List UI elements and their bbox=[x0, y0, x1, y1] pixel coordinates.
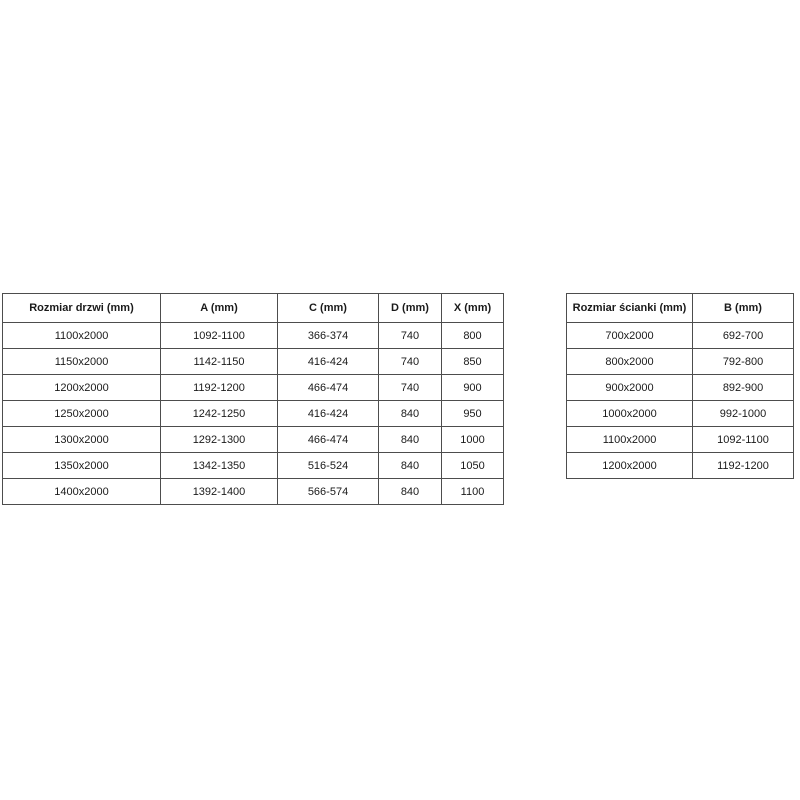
table-cell: 1192-1200 bbox=[161, 375, 278, 401]
table-cell: 992-1000 bbox=[693, 401, 794, 427]
table-cell: 850 bbox=[442, 349, 504, 375]
table-cell: 900x2000 bbox=[567, 375, 693, 401]
table-cell: 1342-1350 bbox=[161, 453, 278, 479]
table-row bbox=[567, 453, 794, 479]
table-cell: 892-900 bbox=[693, 375, 794, 401]
table-cell: 1200x2000 bbox=[567, 453, 693, 479]
table-cell: 740 bbox=[379, 323, 442, 349]
table-cell: 1242-1250 bbox=[161, 401, 278, 427]
table-cell: 1000 bbox=[442, 427, 504, 453]
column-header-cell: C (mm) bbox=[278, 294, 379, 323]
table-cell: 1192-1200 bbox=[693, 453, 794, 479]
table-header-row bbox=[3, 294, 504, 323]
table-row bbox=[3, 453, 504, 479]
table-cell: 1142-1150 bbox=[161, 349, 278, 375]
table-cell: 1100x2000 bbox=[3, 323, 161, 349]
table-cell: 800 bbox=[442, 323, 504, 349]
door-sizes-table-body bbox=[3, 323, 504, 505]
door-sizes-table-header bbox=[3, 294, 504, 323]
column-header-cell: B (mm) bbox=[693, 294, 794, 323]
table-row bbox=[3, 375, 504, 401]
table-row bbox=[567, 375, 794, 401]
table-cell: 1092-1100 bbox=[161, 323, 278, 349]
table-cell: 792-800 bbox=[693, 349, 794, 375]
column-header-cell: A (mm) bbox=[161, 294, 278, 323]
table-cell: 1250x2000 bbox=[3, 401, 161, 427]
table-cell: 1100x2000 bbox=[567, 427, 693, 453]
table-row bbox=[3, 427, 504, 453]
table-cell: 1200x2000 bbox=[3, 375, 161, 401]
wall-sizes-table-header bbox=[567, 294, 794, 323]
table-cell: 840 bbox=[379, 479, 442, 505]
table-cell: 566-574 bbox=[278, 479, 379, 505]
table-row bbox=[3, 479, 504, 505]
table-cell: 1150x2000 bbox=[3, 349, 161, 375]
table-header-row bbox=[567, 294, 794, 323]
table-cell: 1092-1100 bbox=[693, 427, 794, 453]
column-header-cell: Rozmiar drzwi (mm) bbox=[3, 294, 161, 323]
table-cell: 466-474 bbox=[278, 375, 379, 401]
table-row bbox=[567, 323, 794, 349]
table-cell: 1300x2000 bbox=[3, 427, 161, 453]
table-cell: 800x2000 bbox=[567, 349, 693, 375]
table-cell: 416-424 bbox=[278, 349, 379, 375]
table-cell: 1392-1400 bbox=[161, 479, 278, 505]
wall-sizes-table-body bbox=[567, 323, 794, 479]
table-cell: 1292-1300 bbox=[161, 427, 278, 453]
table-cell: 516-524 bbox=[278, 453, 379, 479]
table-cell: 416-424 bbox=[278, 401, 379, 427]
table-row bbox=[3, 401, 504, 427]
table-cell: 692-700 bbox=[693, 323, 794, 349]
table-cell: 1350x2000 bbox=[3, 453, 161, 479]
table-cell: 700x2000 bbox=[567, 323, 693, 349]
table-row bbox=[3, 349, 504, 375]
table-cell: 740 bbox=[379, 349, 442, 375]
table-row bbox=[567, 401, 794, 427]
table-cell: 840 bbox=[379, 427, 442, 453]
table-cell: 950 bbox=[442, 401, 504, 427]
table-row bbox=[567, 427, 794, 453]
column-header-cell: D (mm) bbox=[379, 294, 442, 323]
table-row bbox=[567, 349, 794, 375]
wall-sizes-table bbox=[566, 293, 794, 479]
table-row bbox=[3, 323, 504, 349]
table-cell: 840 bbox=[379, 401, 442, 427]
table-cell: 740 bbox=[379, 375, 442, 401]
table-cell: 1400x2000 bbox=[3, 479, 161, 505]
table-cell: 1050 bbox=[442, 453, 504, 479]
column-header-cell: Rozmiar ścianki (mm) bbox=[567, 294, 693, 323]
table-cell: 366-374 bbox=[278, 323, 379, 349]
table-cell: 1000x2000 bbox=[567, 401, 693, 427]
table-cell: 840 bbox=[379, 453, 442, 479]
column-header-cell: X (mm) bbox=[442, 294, 504, 323]
table-cell: 1100 bbox=[442, 479, 504, 505]
table-cell: 466-474 bbox=[278, 427, 379, 453]
table-cell: 900 bbox=[442, 375, 504, 401]
door-sizes-table bbox=[2, 293, 504, 505]
